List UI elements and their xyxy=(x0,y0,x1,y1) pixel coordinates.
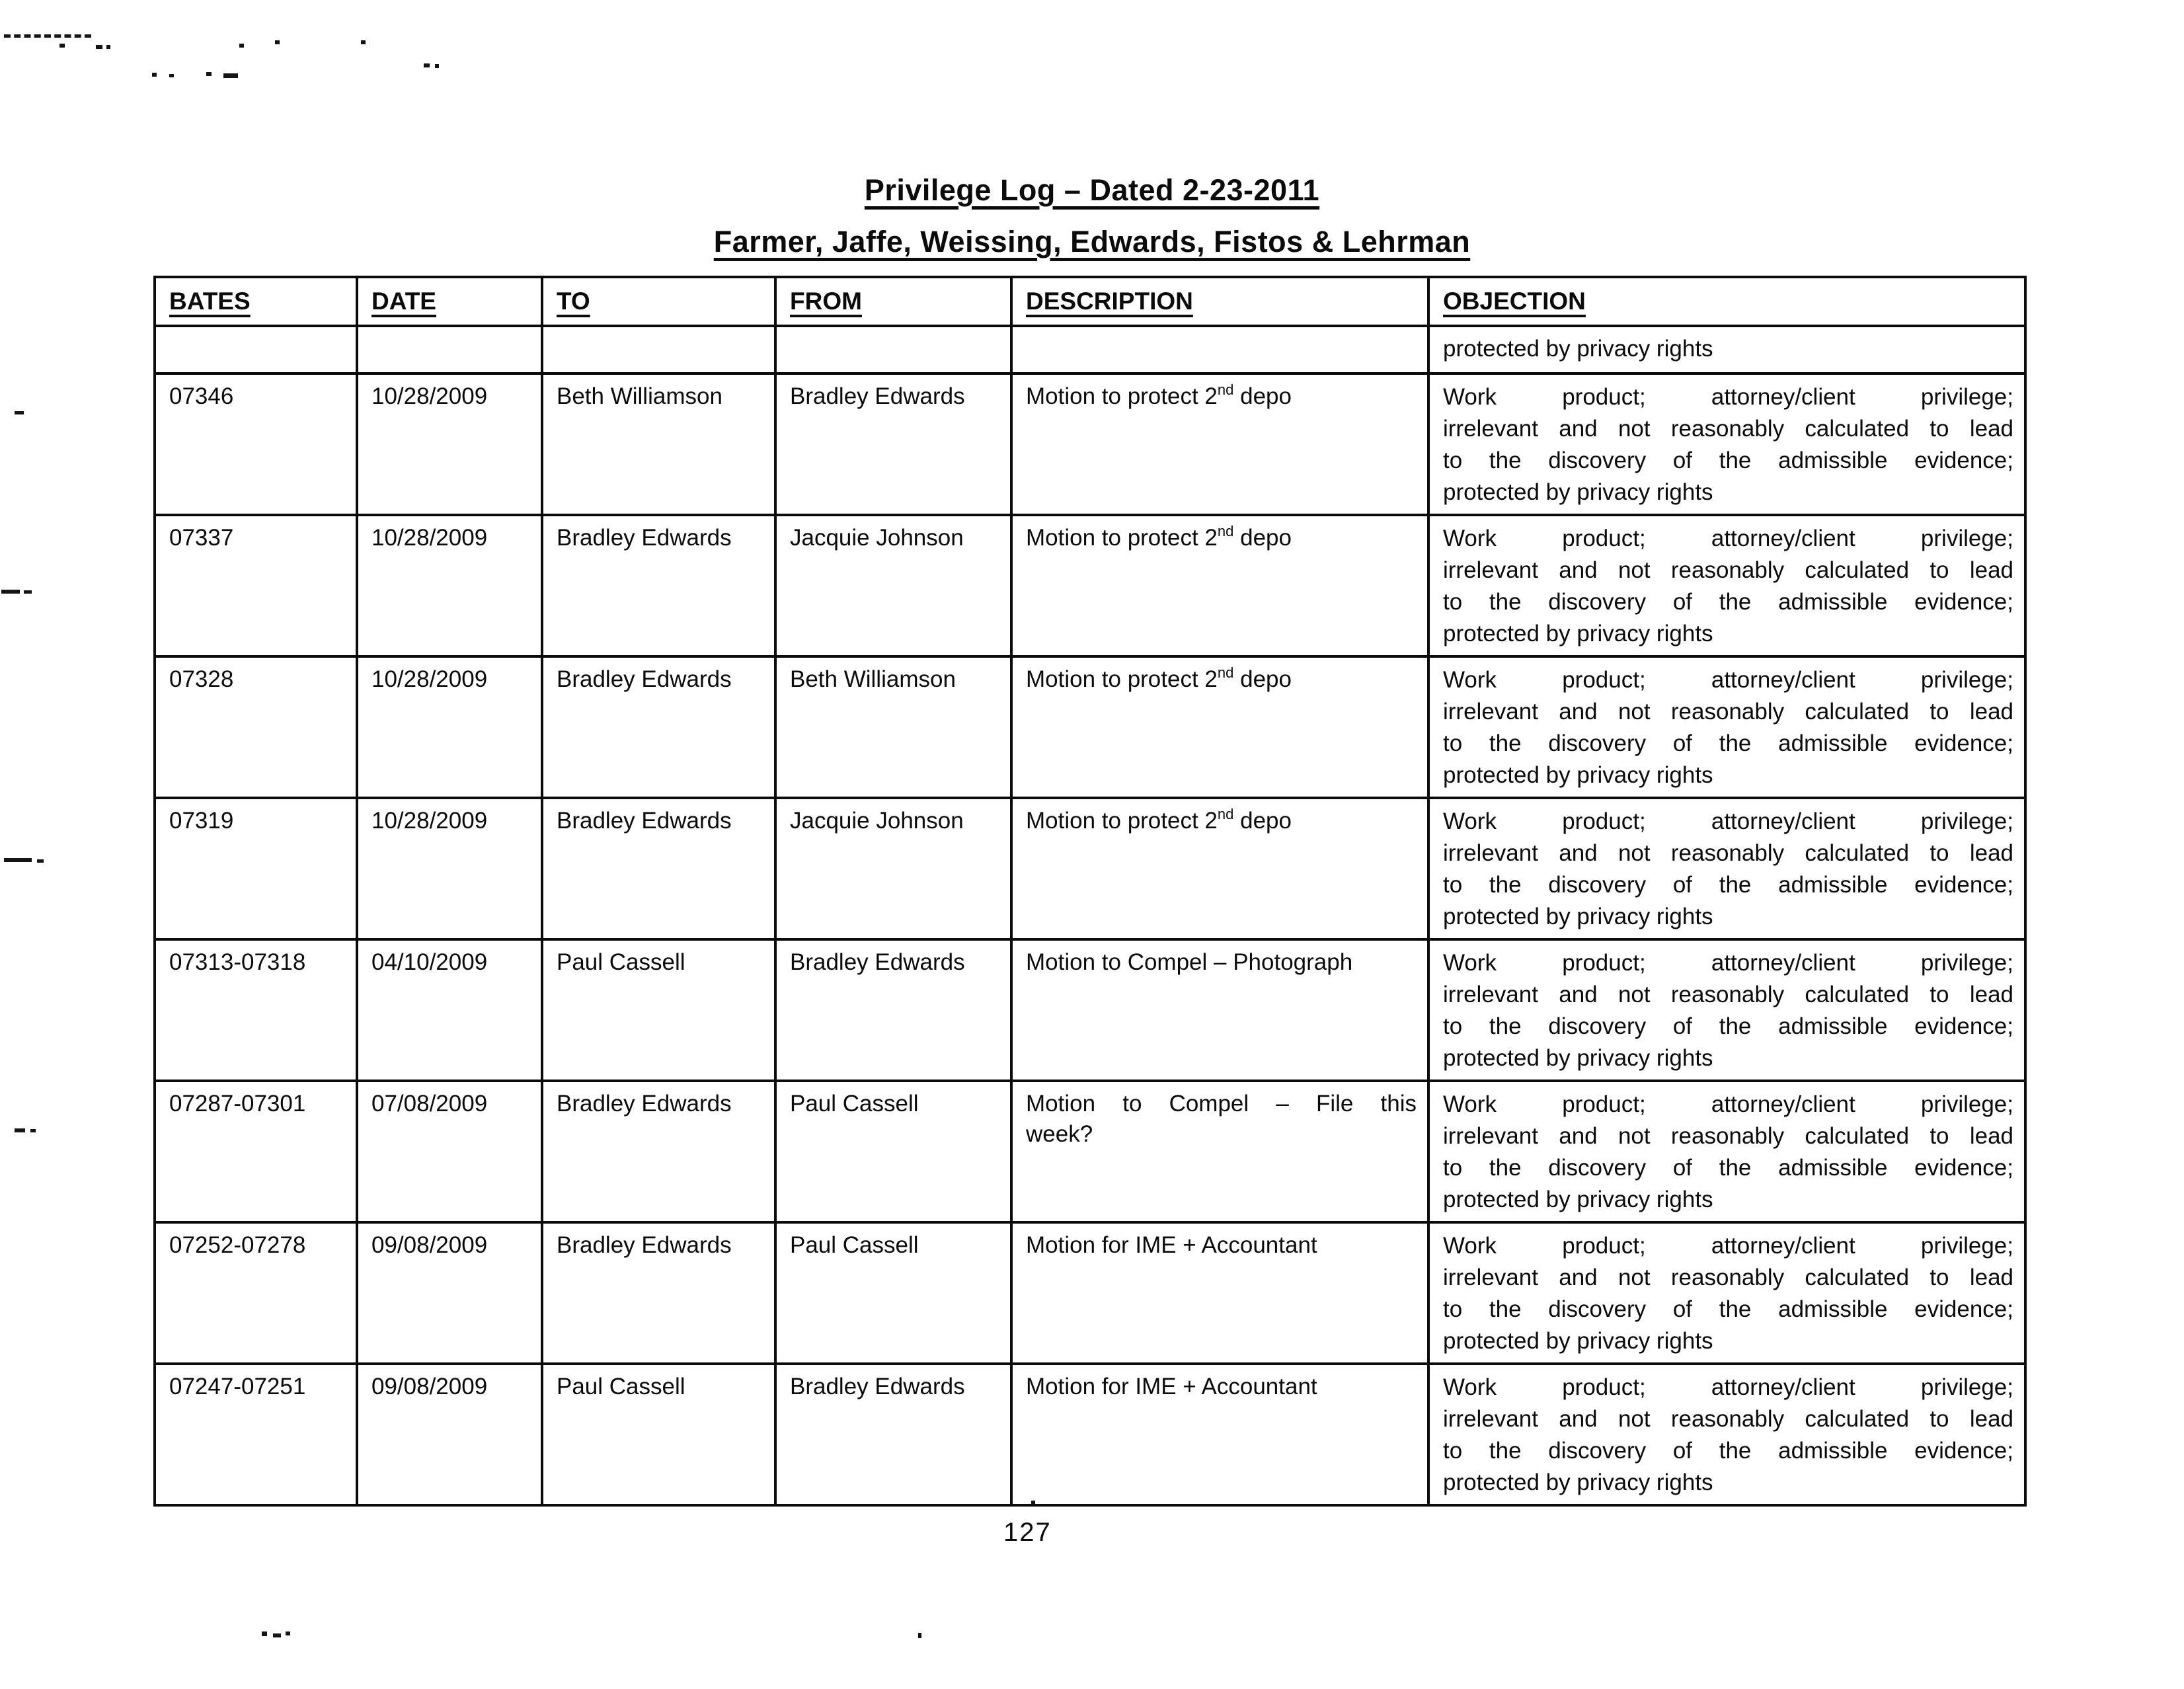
scan-artifact xyxy=(37,859,44,863)
bates-cell: 07252-07278 xyxy=(155,1222,357,1364)
table-row-continuation xyxy=(155,326,2025,373)
objection-cell: Work product; attorney/client privilege; irrelevant and not reasonably calculated to lead to the discovery of the admissible evidence; protected by privacy rights xyxy=(1428,656,2025,798)
bates-cell: 07319 xyxy=(155,798,357,939)
page-title: Privilege Log – Dated 2-23-2011 xyxy=(864,173,1320,207)
scan-artifact xyxy=(361,40,366,44)
page-number: 127 xyxy=(1003,1518,1052,1547)
scan-artifact xyxy=(1,590,20,594)
from-cell: Jacquie Johnson xyxy=(775,515,1011,656)
scan-artifact xyxy=(918,1633,921,1638)
table-row xyxy=(155,939,2025,1081)
description-cell: Motion for IME + Accountant xyxy=(1011,1364,1428,1505)
scan-artifact xyxy=(106,45,110,49)
firm-name: Farmer, Jaffe, Weissing, Edwards, Fistos & Lehrman xyxy=(713,225,1471,258)
objection-cell: Work product; attorney/client privilege; irrelevant and not reasonably calculated to lead to the discovery of the admissible evidence; protected by privacy rights xyxy=(1428,515,2025,656)
description-cell: Motion to protect 2nd depo xyxy=(1011,798,1428,939)
table-row xyxy=(155,373,2025,515)
bates-cell: 07247-07251 xyxy=(155,1364,357,1505)
date-cell: 09/08/2009 xyxy=(357,1364,542,1505)
to-cell xyxy=(542,326,775,373)
scan-artifact xyxy=(1031,1501,1035,1504)
scan-artifact xyxy=(4,858,32,862)
date-cell: 04/10/2009 xyxy=(357,939,542,1081)
scan-dash-line xyxy=(4,34,91,38)
col-header-to: TO xyxy=(542,277,775,326)
objection-cell: protected by privacy rights xyxy=(1428,326,2025,373)
header-row xyxy=(155,277,2025,326)
to-cell: Bradley Edwards xyxy=(542,1081,775,1222)
to-cell: Bradley Edwards xyxy=(542,798,775,939)
scan-artifact xyxy=(206,72,212,76)
ordinal-superscript: nd xyxy=(1217,806,1234,822)
from-cell: Paul Cassell xyxy=(775,1222,1011,1364)
to-cell: Bradley Edwards xyxy=(542,656,775,798)
ordinal-superscript: nd xyxy=(1217,523,1234,539)
from-cell: Bradley Edwards xyxy=(775,373,1011,515)
table-row xyxy=(155,656,2025,798)
table-row xyxy=(155,1081,2025,1222)
bates-cell xyxy=(155,326,357,373)
description-cell: Motion to protect 2nd depo xyxy=(1011,373,1428,515)
table-row xyxy=(155,1364,2025,1505)
scan-artifact xyxy=(96,45,102,49)
objection-cell: Work product; attorney/client privilege; irrelevant and not reasonably calculated to lead to the discovery of the admissible evidence; protected by privacy rights xyxy=(1428,798,2025,939)
description-cell xyxy=(1011,326,1428,373)
to-cell: Bradley Edwards xyxy=(542,515,775,656)
description-cell: Motion to protect 2nd depo xyxy=(1011,515,1428,656)
ordinal-superscript: nd xyxy=(1217,381,1234,398)
from-cell: Beth Williamson xyxy=(775,656,1011,798)
privilege-log-table xyxy=(153,276,2027,1507)
scan-artifact xyxy=(424,63,430,67)
table-row xyxy=(155,515,2025,656)
table-row xyxy=(155,798,2025,939)
scan-artifact xyxy=(275,40,280,44)
date-cell: 10/28/2009 xyxy=(357,656,542,798)
from-cell xyxy=(775,326,1011,373)
scan-artifact xyxy=(435,64,439,68)
ordinal-superscript: nd xyxy=(1217,664,1234,681)
to-cell: Bradley Edwards xyxy=(542,1222,775,1364)
date-cell: 09/08/2009 xyxy=(357,1222,542,1364)
scan-artifact xyxy=(30,1129,36,1132)
description-cell: Motion to Compel – Photograph xyxy=(1011,939,1428,1081)
scan-artifact xyxy=(59,44,65,48)
bates-cell: 07287-07301 xyxy=(155,1081,357,1222)
scan-artifact xyxy=(24,590,32,594)
scan-artifact xyxy=(286,1631,290,1635)
scan-artifact xyxy=(273,1633,281,1637)
scan-artifact xyxy=(262,1631,267,1636)
col-header-description: DESCRIPTION xyxy=(1011,277,1428,326)
description-cell: Motion for IME + Accountant xyxy=(1011,1222,1428,1364)
description-cell: Motion to Compel – File this week? xyxy=(1011,1081,1428,1222)
scan-artifact xyxy=(152,73,157,77)
bates-cell: 07328 xyxy=(155,656,357,798)
objection-cell: Work product; attorney/client privilege; irrelevant and not reasonably calculated to lead to the discovery of the admissible evidence; protected by privacy rights xyxy=(1428,373,2025,515)
to-cell: Paul Cassell xyxy=(542,939,775,1081)
objection-cell: Work product; attorney/client privilege; irrelevant and not reasonably calculated to lead to the discovery of the admissible evidence; protected by privacy rights xyxy=(1428,1081,2025,1222)
date-cell: 10/28/2009 xyxy=(357,798,542,939)
to-cell: Paul Cassell xyxy=(542,1364,775,1505)
objection-cell: Work product; attorney/client privilege; irrelevant and not reasonably calculated to lead to the discovery of the admissible evidence; protected by privacy rights xyxy=(1428,1364,2025,1505)
scan-artifact xyxy=(15,411,24,414)
bates-cell: 07337 xyxy=(155,515,357,656)
objection-cell: Work product; attorney/client privilege; irrelevant and not reasonably calculated to lead to the discovery of the admissible evidence; protected by privacy rights xyxy=(1428,1222,2025,1364)
date-cell: 10/28/2009 xyxy=(357,373,542,515)
col-header-from: FROM xyxy=(775,277,1011,326)
from-cell: Bradley Edwards xyxy=(775,1364,1011,1505)
objection-cell: Work product; attorney/client privilege; irrelevant and not reasonably calculated to lead to the discovery of the admissible evidence; protected by privacy rights xyxy=(1428,939,2025,1081)
table-row xyxy=(155,1222,2025,1364)
bates-cell: 07313-07318 xyxy=(155,939,357,1081)
date-cell xyxy=(357,326,542,373)
scan-artifact xyxy=(169,74,174,77)
from-cell: Bradley Edwards xyxy=(775,939,1011,1081)
bates-cell: 07346 xyxy=(155,373,357,515)
col-header-bates: BATES xyxy=(155,277,357,326)
from-cell: Jacquie Johnson xyxy=(775,798,1011,939)
col-header-objection: OBJECTION xyxy=(1428,277,2025,326)
date-cell: 10/28/2009 xyxy=(357,515,542,656)
scan-artifact xyxy=(239,44,244,48)
col-header-date: DATE xyxy=(357,277,542,326)
scan-artifact xyxy=(15,1128,25,1132)
description-cell: Motion to protect 2nd depo xyxy=(1011,656,1428,798)
to-cell: Beth Williamson xyxy=(542,373,775,515)
from-cell: Paul Cassell xyxy=(775,1081,1011,1222)
date-cell: 07/08/2009 xyxy=(357,1081,542,1222)
scan-artifact xyxy=(223,73,238,78)
